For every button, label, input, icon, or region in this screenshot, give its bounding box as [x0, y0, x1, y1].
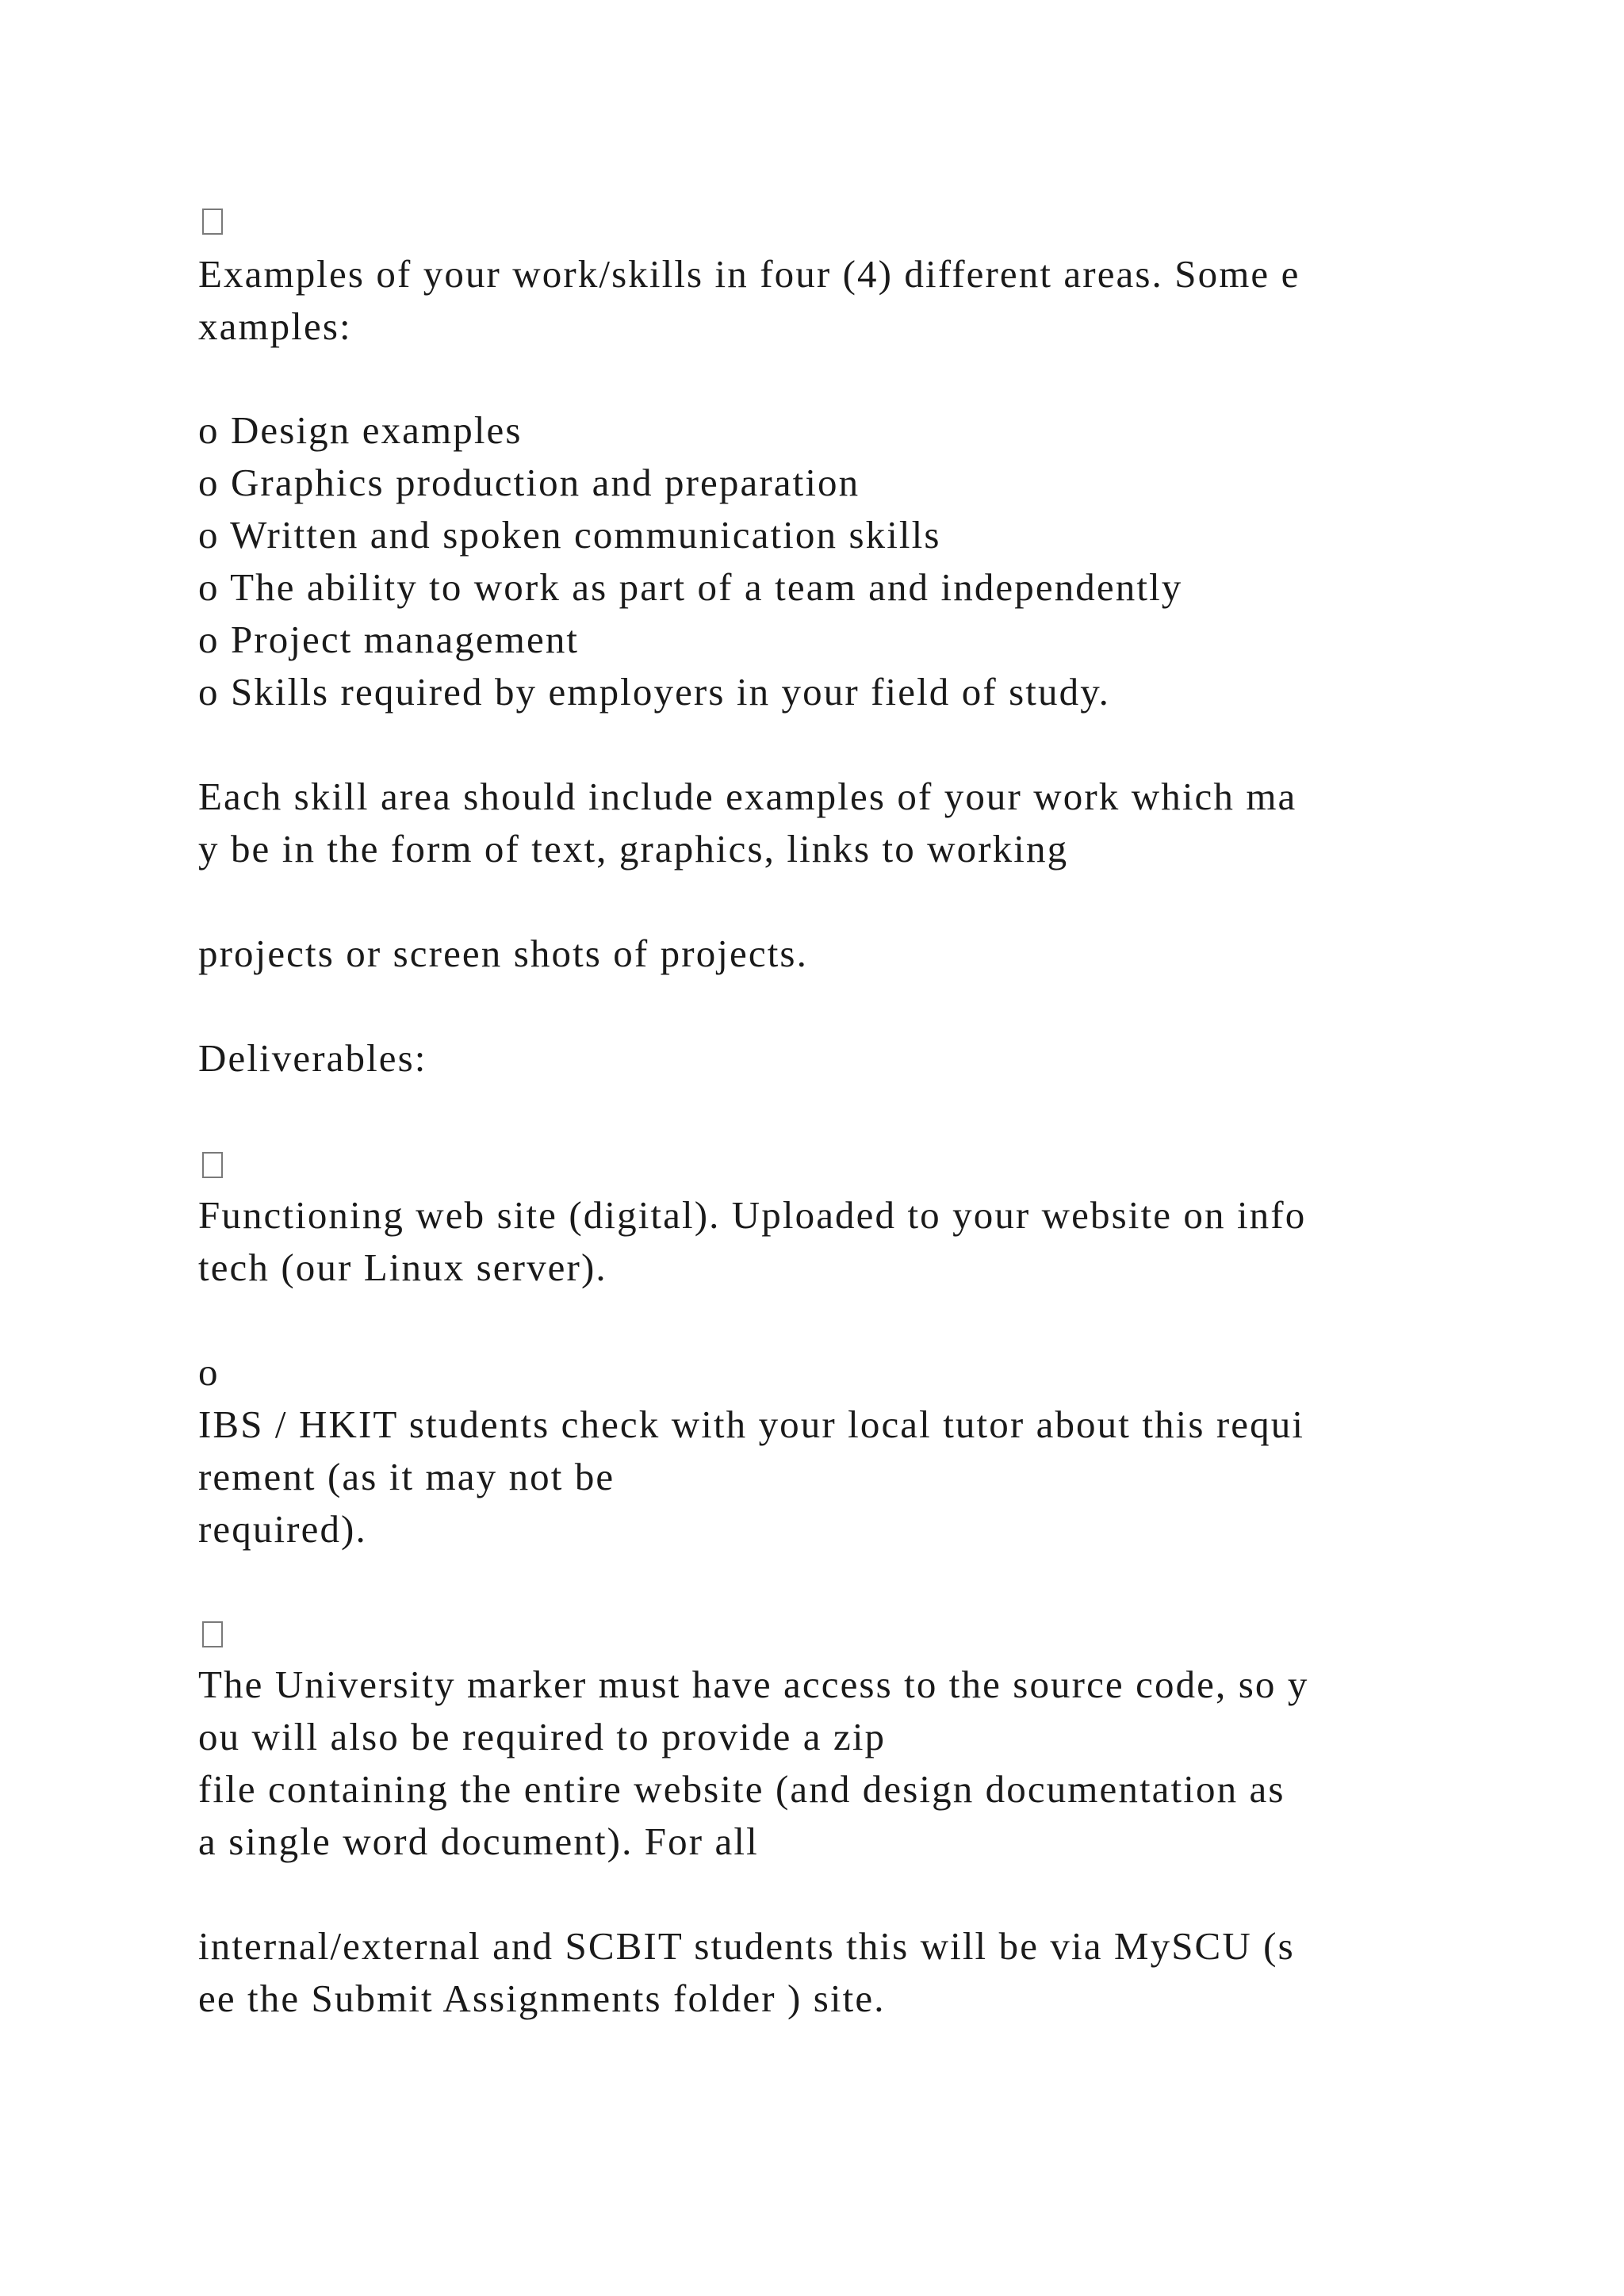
ibs-line-3: required).	[198, 1507, 367, 1551]
internal-line-1: internal/external and SCBIT students this will be via MySCU (s	[198, 1924, 1295, 1968]
ibs-line-1: IBS / HKIT students check with your local tutor about this requi	[198, 1402, 1305, 1446]
skill-para-line-2: y be in the form of text, graphics, links to working	[198, 827, 1069, 871]
skill-para-line-1: Each skill area should include examples of your work which ma	[198, 775, 1297, 818]
bullet-box-icon	[202, 1152, 223, 1178]
functioning-line-2: tech (our Linux server).	[198, 1246, 607, 1289]
example-item: o Written and spoken communication skills	[198, 513, 941, 557]
marker-line-1: The University marker must have access to the source code, so y	[198, 1663, 1309, 1706]
marker-line-2: ou will also be required to provide a zip	[198, 1715, 887, 1758]
example-item: o Project management	[198, 618, 580, 661]
example-item: o The ability to work as part of a team and independently	[198, 565, 1183, 609]
example-item: o Skills required by employers in your field of study.	[198, 670, 1110, 714]
intro-line-2: xamples:	[198, 304, 352, 348]
sub-bullet: o	[198, 1350, 220, 1394]
deliverables-heading: Deliverables:	[198, 1036, 427, 1080]
example-item: o Design examples	[198, 408, 523, 452]
intro-line-1: Examples of your work/skills in four (4) different areas. Some e	[198, 252, 1300, 296]
functioning-line-1: Functioning web site (digital). Uploaded to your website on info	[198, 1193, 1307, 1237]
marker-line-4: a single word document). For all	[198, 1820, 759, 1863]
marker-line-3: file containing the entire website (and design documentation as	[198, 1767, 1285, 1811]
example-item: o Graphics production and preparation	[198, 461, 860, 504]
projects-line: projects or screen shots of projects.	[198, 932, 808, 975]
bullet-box-icon	[202, 209, 223, 235]
bullet-box-icon	[202, 1621, 223, 1647]
internal-line-2: ee the Submit Assignments folder ) site.	[198, 1976, 886, 2020]
ibs-line-2: rement (as it may not be	[198, 1455, 615, 1498]
